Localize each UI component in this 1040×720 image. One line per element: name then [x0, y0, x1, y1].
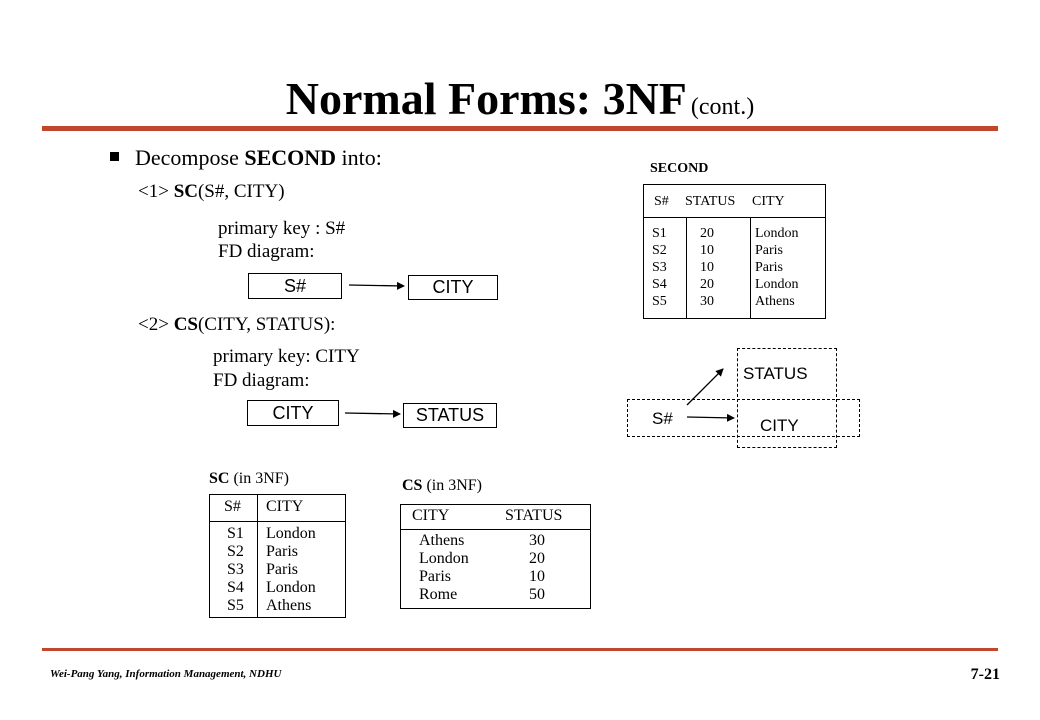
fd-city-label: CITY	[760, 416, 799, 435]
sc-table	[209, 494, 346, 618]
cs-header-city: CITY	[412, 507, 450, 524]
second-city-3: Paris	[755, 260, 783, 275]
cs-col-city	[419, 532, 469, 604]
second-status-2: 10	[700, 243, 714, 258]
second-s-2: S2	[652, 243, 667, 258]
cs-status-4: 50	[529, 586, 545, 603]
title-sub: (cont.)	[690, 94, 755, 120]
second-status-1: 20	[700, 226, 714, 241]
sc-s-5: S5	[227, 597, 244, 614]
sc-header-s: S#	[224, 498, 241, 515]
cs-primary-key: primary key: CITY	[213, 346, 360, 367]
sc-city-1: London	[266, 525, 316, 542]
second-status-3: 10	[700, 260, 714, 275]
sc-table-title-bold: SC	[209, 470, 230, 487]
sc-name: SC	[173, 181, 198, 202]
sc-col-city	[266, 525, 316, 615]
cs-attrs: (CITY, STATUS):	[197, 314, 336, 335]
second-city-2: Paris	[755, 243, 783, 258]
sc-fd-label: FD diagram:	[218, 241, 315, 262]
footer-rule	[42, 648, 998, 651]
sc-num: <1>	[138, 181, 174, 202]
second-s-3: S3	[652, 260, 667, 275]
cs-fd-arrow	[345, 413, 400, 414]
second-city-4: London	[755, 277, 799, 292]
cs-status-3: 10	[529, 568, 545, 585]
cs-fd-label: FD diagram:	[213, 370, 310, 391]
fd-s-label: S#	[652, 409, 673, 428]
sc-s-4: S4	[227, 579, 244, 596]
second-s-4: S4	[652, 277, 667, 292]
sc-s-2: S2	[227, 543, 244, 560]
sc-primary-key: primary key : S#	[218, 218, 346, 239]
second-table-title: SECOND	[650, 161, 709, 176]
cs-num: <2>	[138, 314, 174, 335]
footer-credit: Wei-Pang Yang, Information Management, NDHU	[50, 668, 282, 680]
sc-s-3: S3	[227, 561, 244, 578]
cs-table-title-rest: (in 3NF)	[422, 477, 483, 494]
cs-city-2: London	[419, 550, 469, 567]
sc-attrs: (S#, CITY)	[197, 181, 285, 202]
cs-header-divider	[401, 529, 590, 530]
sc-col-divider	[257, 495, 258, 617]
cs-table	[400, 504, 591, 609]
cs-table-title-bold: CS	[402, 477, 423, 494]
sc-table-title	[209, 470, 289, 488]
sc-fd-city-box: CITY	[408, 275, 498, 300]
second-col-city	[755, 225, 799, 310]
second-status-4: 20	[700, 277, 714, 292]
cs-fd-status-box: STATUS	[403, 403, 497, 428]
cs-fd-city-box: CITY	[247, 400, 339, 426]
second-header-divider	[644, 217, 825, 218]
sc-header-city: CITY	[266, 498, 304, 515]
second-s-1: S1	[652, 226, 667, 241]
bullet-bold: SECOND	[244, 145, 337, 170]
cs-city-4: Rome	[419, 586, 458, 603]
second-col-divider-1	[686, 217, 687, 318]
page-number: 7-21	[970, 666, 1000, 683]
second-header-s: S#	[654, 194, 669, 209]
second-city-5: Athens	[755, 294, 795, 309]
second-status-5: 30	[700, 294, 714, 309]
second-header-status: STATUS	[685, 194, 736, 209]
sc-city-5: Athens	[266, 597, 312, 614]
second-header-city: CITY	[752, 194, 785, 209]
sc-col-s	[227, 525, 244, 615]
sc-fd-arrow	[349, 285, 404, 286]
bullet-pre: Decompose	[135, 145, 245, 170]
sc-city-2: Paris	[266, 543, 298, 560]
cs-status-1: 30	[529, 532, 545, 549]
sc-s-1: S1	[227, 525, 244, 542]
sc-city-3: Paris	[266, 561, 298, 578]
cs-city-3: Paris	[419, 568, 451, 585]
cs-city-1: Athens	[419, 532, 465, 549]
sc-fd-s-box: S#	[248, 273, 342, 299]
cs-col-status	[521, 532, 545, 604]
cs-status-2: 20	[529, 550, 545, 567]
cs-header-status: STATUS	[505, 507, 563, 524]
second-s-5: S5	[652, 294, 667, 309]
sc-header-divider	[210, 521, 345, 522]
second-city-1: London	[755, 226, 799, 241]
cs-name: CS	[173, 314, 198, 335]
bullet-post: into:	[336, 145, 382, 170]
fd-status-label: STATUS	[743, 364, 808, 383]
second-table	[643, 184, 826, 319]
cs-table-title	[402, 477, 482, 495]
second-col-divider-2	[750, 217, 751, 318]
sc-city-4: London	[266, 579, 316, 596]
sc-table-title-rest: (in 3NF)	[229, 470, 290, 487]
second-col-s	[652, 225, 667, 310]
title-main: Normal Forms: 3NF	[285, 73, 687, 124]
second-col-status	[700, 225, 714, 310]
